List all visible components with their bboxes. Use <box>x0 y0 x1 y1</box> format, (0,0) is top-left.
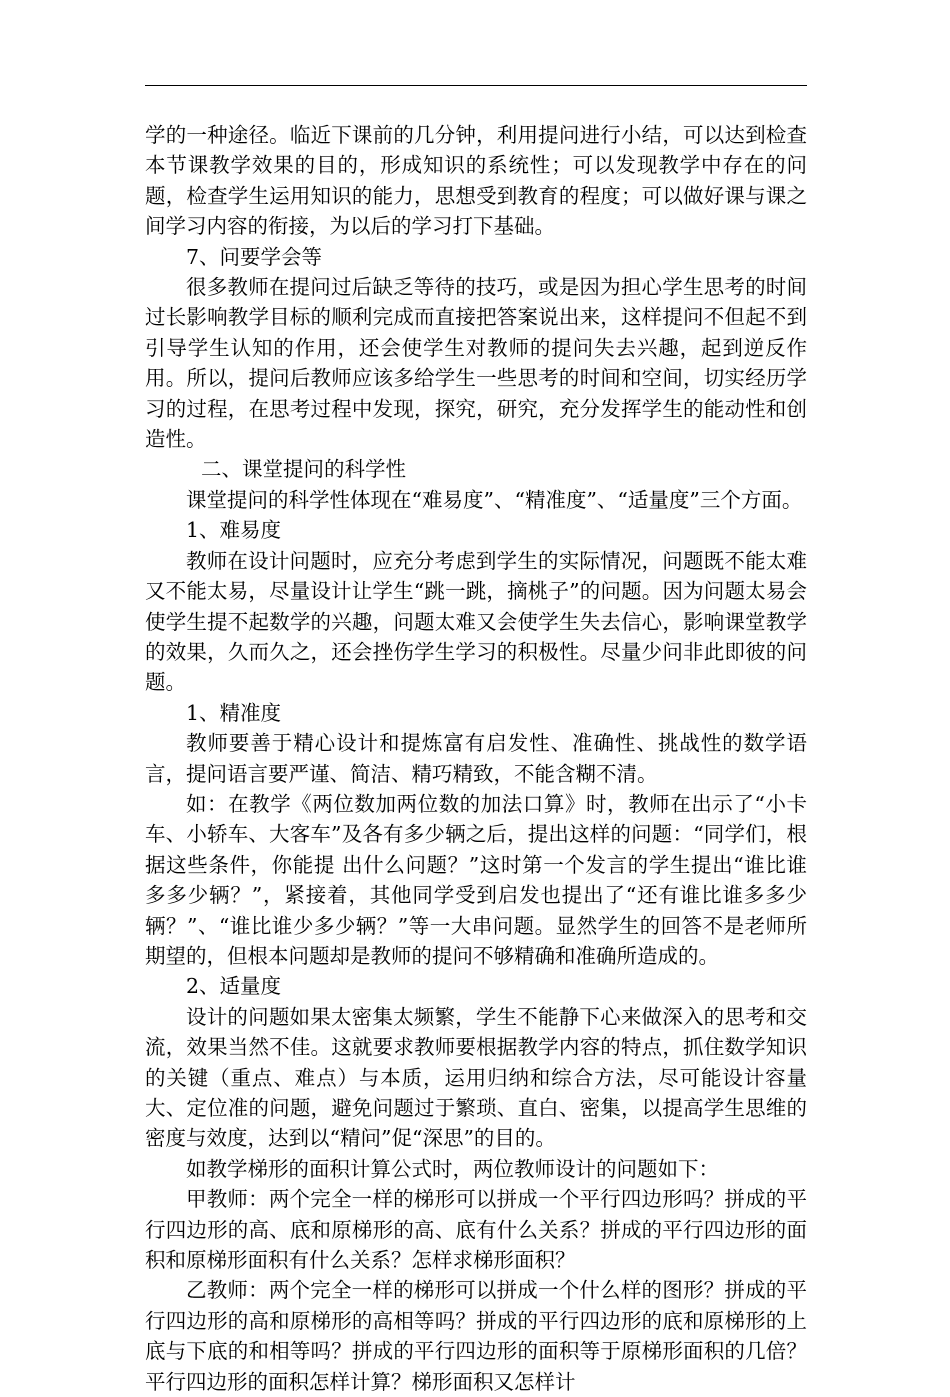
section-heading-scientific: 二、课堂提问的科学性 <box>201 457 406 482</box>
subheading-precision: 1、精准度 <box>186 700 282 725</box>
paragraph-wait: 很多教师在提问过后缺乏等待的技巧，或是因为担心学生思考的时间过长影响教学目标的顺利完成而直接把答案说出来，这样提问不但起不到引导学生认知的作用，还会使学生对教师的提问失去兴趣，起到逆反作用。所以，提问后教师应该多给学生一些思考的时间和空间，切实经历学习的过程，在思考过程中发现，探究，研究，充分发挥学生的能动性和创造性。 <box>145 275 807 452</box>
paragraph-difficulty: 教师在设计问题时，应充分考虑到学生的实际情况，问题既不能太难又不能太易，尽量设计让学生“跳一跳，摘桃子”的问题。因为问题太易会使学生提不起数学的兴趣，问题太难又会使学生失去信心，影响课堂教学的效果，久而久之，还会挫伤学生学习的积极性。尽量少问非此即彼的问题。 <box>145 548 807 695</box>
paragraph-precision: 教师要善于精心设计和提炼富有启发性、准确性、挑战性的数学语言，提问语言要严谨、简洁、精巧精致，不能含糊不清。 <box>145 731 807 786</box>
document-body <box>145 120 807 1397</box>
subheading-wait: 7、问要学会等 <box>186 244 323 269</box>
paragraph-continuation: 学的一种途径。临近下课前的几分钟，利用提问进行小结，可以达到检查本节课教学效果的目的，形成知识的系统性；可以发现教学中存在的问题，检查学生运用知识的能力，思想受到教育的程度；可以做好课与课之间学习内容的衔接，为以后的学习打下基础。 <box>145 123 807 239</box>
subheading-difficulty: 1、难易度 <box>186 518 282 543</box>
paragraph-teacher-a: 甲教师：两个完全一样的梯形可以拼成一个平行四边形吗？拼成的平行四边形的高、底和原梯形的高、底有什么关系？拼成的平行四边形的面积和原梯形面积有什么关系？怎样求梯形面积？ <box>145 1187 807 1273</box>
paragraph-precision-example: 如：在教学《两位数加两位数的加法口算》时，教师在出示了“小卡车、小轿车、大客车”及各有多少辆之后，提出这样的问题：“同学们，根据这些条件，你能提 出什么问题？”这时第一个发言的学生提出“谁比谁多多少辆？”，紧接着，其他同学受到启发也提出了“还有谁比谁多多少辆？”、“谁比谁少多少辆？”等一大串问题。显然学生的回答不是老师所期望的，但根本问题却是教师的提问不够精确和准确所造成的。 <box>145 791 807 968</box>
paragraph-scientific-intro: 课堂提问的科学性体现在“难易度”、“精准度”、“适量度”三个方面。 <box>186 487 803 512</box>
subheading-quantity: 2、适量度 <box>186 974 282 999</box>
paragraph-teacher-b: 乙教师：两个完全一样的梯形可以拼成一个什么样的图形？拼成的平行四边形的高和原梯形的高相等吗？拼成的平行四边形的底和原梯形的上底与下底的和相等吗？拼成的平行四边形的面积等于原梯形面积的几倍？平行四边形的面积怎样计算？梯形面积又怎样计 <box>145 1278 807 1394</box>
header-rule <box>145 85 807 86</box>
paragraph-quantity: 设计的问题如果太密集太频繁，学生不能静下心来做深入的思考和交流，效果当然不佳。这就要求教师要根据教学内容的特点，抓住数学知识的关键（重点、难点）与本质，运用归纳和综合方法，尽可能设计容量大、定位准的问题，避免问题过于繁琐、直白、密集，以提高学生思维的密度与效度，达到以“精问”促“深思”的目的。 <box>145 1004 807 1151</box>
paragraph-trapezoid-intro: 如教学梯形的面积计算公式时，两位教师设计的问题如下： <box>186 1156 719 1181</box>
